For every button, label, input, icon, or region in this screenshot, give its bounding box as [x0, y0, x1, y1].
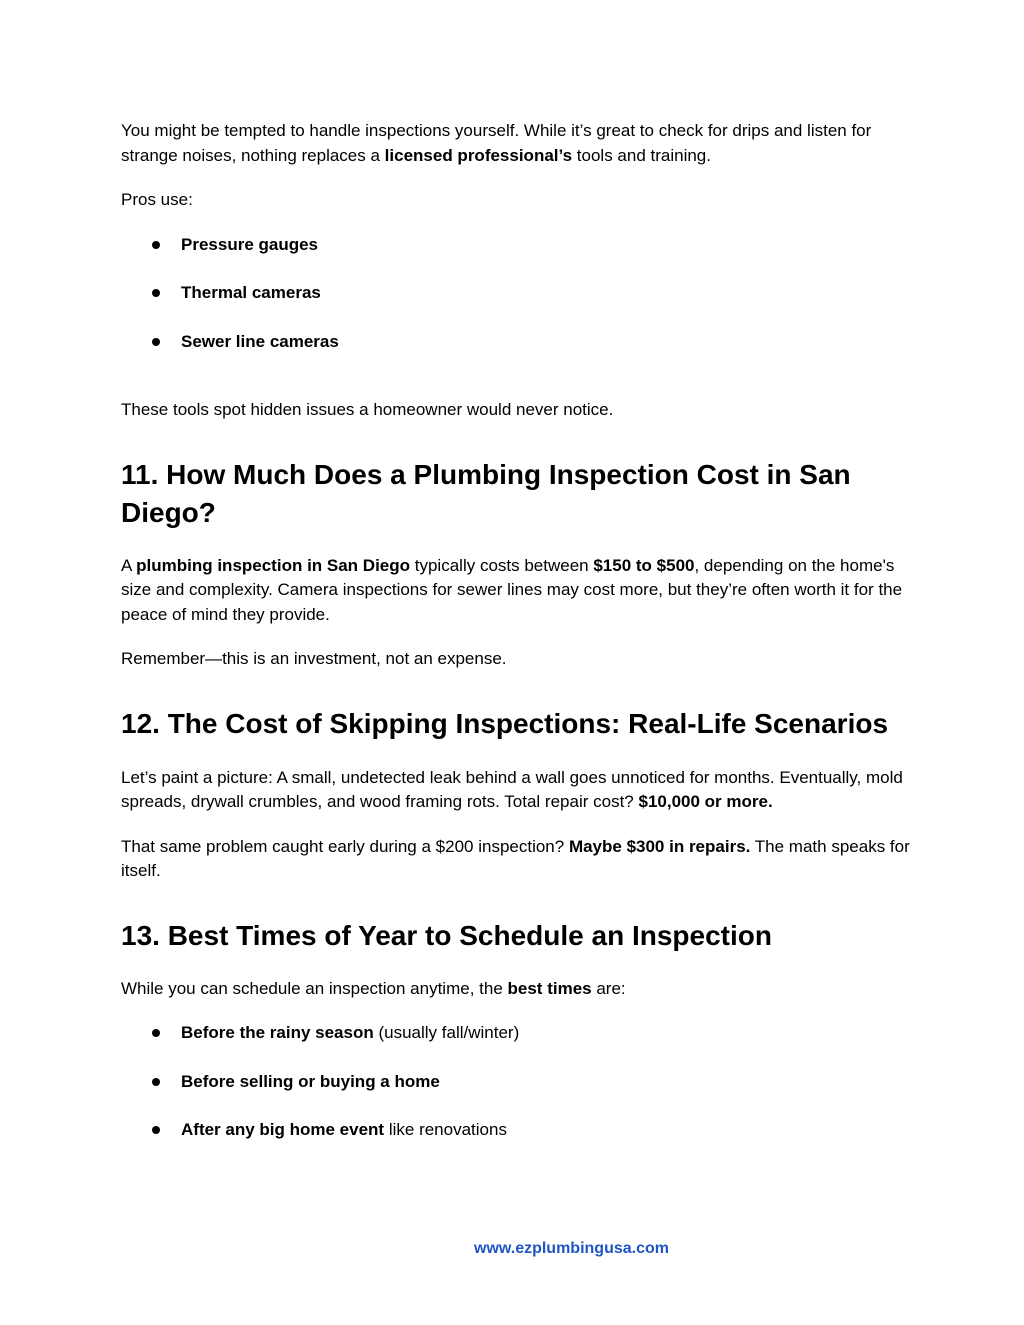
text: You might be tempted to handle inspections yourself. While it’s great to check for drips and listen for strange noises, nothing replaces a: [121, 121, 872, 165]
tools-list: [121, 233, 911, 355]
text: are:: [591, 978, 626, 998]
text: , depending on the home's size and complexity. Camera inspections for sewer lines may cost more, but they’re often worth it for the peace of mind they provide.: [121, 555, 903, 624]
bold-text: Sewer line cameras: [181, 331, 339, 351]
text: Let’s paint a picture: A small, undetected leak behind a wall goes unnoticed for months. Eventually, mold spreads, drywall crumbles, and wood framing rots. Total repair cost?: [121, 767, 903, 811]
text: While you can schedule an inspection anytime, the: [121, 978, 508, 998]
best-times-list: [121, 1021, 911, 1143]
section-13-heading: 13. Best Times of Year to Schedule an Inspection: [121, 919, 772, 951]
bold-text: plumbing inspection in San Diego: [136, 555, 411, 575]
intro-paragraph: [121, 119, 911, 168]
bold-text: Thermal cameras: [181, 283, 321, 302]
text: typically costs between: [410, 555, 594, 575]
text: like renovations: [384, 1120, 507, 1139]
bullet-icon: [152, 241, 160, 249]
text: The math speaks for itself.: [121, 836, 910, 880]
website-link[interactable]: www.ezplumbingusa.com: [474, 1240, 669, 1257]
list-item: [121, 233, 911, 258]
section-12-paragraph-1: [121, 766, 911, 815]
list-item: [121, 1021, 911, 1046]
section-11-heading: 11. How Much Does a Plumbing Inspection Cost in San Diego?: [121, 458, 851, 528]
pros-label: Pros use:: [121, 190, 193, 209]
bold-text: Before selling or buying a home: [181, 1071, 440, 1091]
document-page: [121, 119, 911, 1143]
section-13-paragraph: [121, 977, 911, 1002]
text: That same problem caught early during a $200 inspection?: [121, 836, 569, 856]
bold-text: Before the rainy season: [181, 1023, 374, 1042]
bold-text: Maybe $300 in repairs.: [568, 836, 751, 856]
list-item: [121, 281, 911, 306]
bold-text: After any big home event: [181, 1120, 385, 1139]
bold-text: licensed professional’s: [384, 145, 573, 165]
bullet-icon: [152, 338, 160, 346]
list-item: [121, 330, 911, 355]
section-11-paragraph: [121, 554, 911, 628]
section-12-paragraph-2: [121, 835, 911, 884]
tools-summary-paragraph: These tools spot hidden issues a homeowner would never notice.: [121, 400, 614, 419]
bold-text: $10,000 or more.: [638, 792, 773, 811]
text: (usually fall/winter): [373, 1023, 520, 1042]
list-item: [121, 1118, 911, 1143]
bold-text: Pressure gauges: [181, 234, 319, 254]
section-12-heading: 12. The Cost of Skipping Inspections: Real-Life Scenarios: [121, 707, 889, 739]
section-11-remark: Remember—this is an investment, not an expense.: [121, 649, 507, 668]
bullet-icon: [152, 1126, 160, 1134]
bullet-icon: [152, 289, 160, 297]
bullet-icon: [152, 1029, 160, 1037]
bold-text: $150 to $500: [593, 555, 695, 575]
text: tools and training.: [572, 145, 711, 165]
bullet-icon: [152, 1078, 160, 1086]
list-item: [121, 1070, 911, 1095]
text: A: [121, 555, 137, 575]
bold-text: best times: [507, 978, 592, 998]
